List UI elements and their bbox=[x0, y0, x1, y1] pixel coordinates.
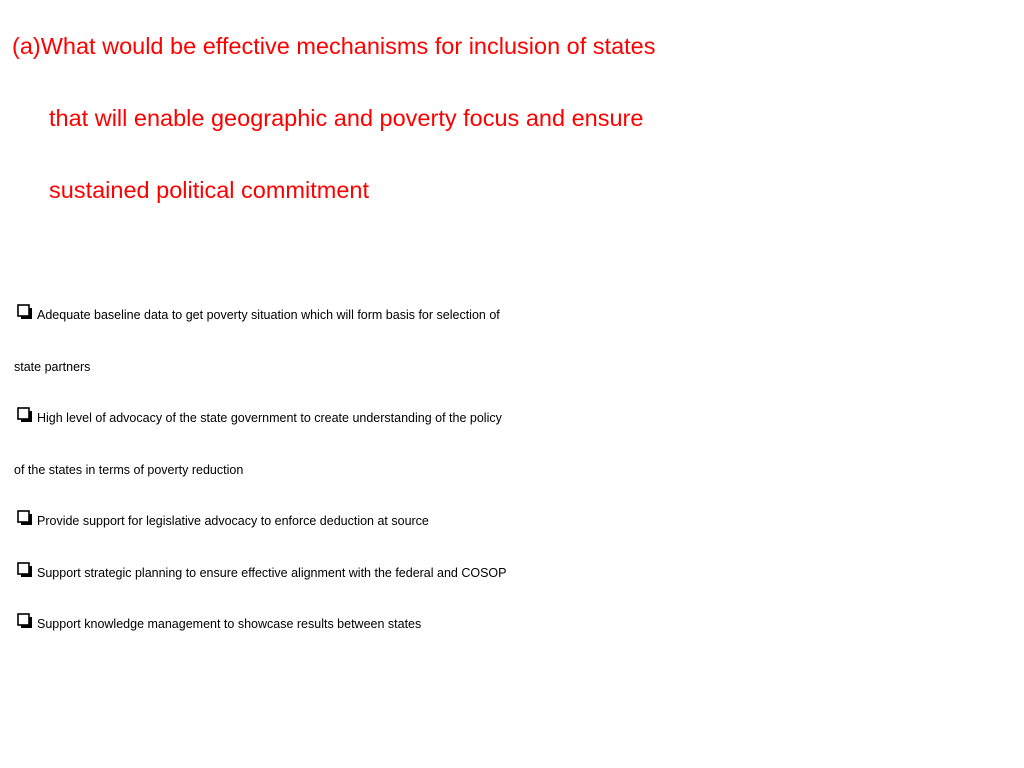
bullet-item-line bbox=[14, 496, 1022, 548]
title-line-2: that will enable geographic and poverty focus and ensure bbox=[49, 105, 644, 131]
bullet-item-line bbox=[14, 393, 1022, 445]
bullet-text: Support knowledge management to showcase results between states bbox=[37, 617, 422, 631]
hollow-square-bullet-icon bbox=[17, 510, 33, 526]
hollow-square-bullet-icon bbox=[17, 613, 33, 629]
bullet-item bbox=[14, 290, 1022, 393]
bullet-item bbox=[14, 599, 1022, 651]
bullet-text: Provide support for legislative advocacy to enforce deduction at source bbox=[37, 514, 429, 528]
bullet-item-line bbox=[14, 599, 1022, 651]
hollow-square-bullet-icon bbox=[17, 304, 33, 320]
bullet-text: High level of advocacy of the state government to create understanding of the policy bbox=[37, 411, 502, 425]
title-line-1: (a)What would be effective mechanisms for inclusion of states bbox=[12, 33, 656, 59]
bullet-item-continuation: of the states in terms of poverty reduction bbox=[14, 462, 244, 477]
slide-title bbox=[12, 10, 1017, 226]
bullet-item-continuation: state partners bbox=[14, 359, 91, 374]
bullet-item bbox=[14, 496, 1022, 548]
bullet-text: Support strategic planning to ensure effective alignment with the federal and COSOP bbox=[37, 565, 507, 580]
title-line-3: sustained political commitment bbox=[49, 177, 369, 203]
bullet-item bbox=[14, 393, 1022, 496]
bullet-item bbox=[14, 548, 1022, 600]
hollow-square-bullet-icon bbox=[17, 407, 33, 423]
bullet-list bbox=[14, 290, 1022, 651]
hollow-square-bullet-icon bbox=[17, 562, 33, 578]
bullet-item-line bbox=[14, 290, 1022, 342]
bullet-item-line bbox=[14, 548, 1022, 600]
bullet-text: Adequate baseline data to get poverty situation which will form basis for selection of bbox=[37, 308, 500, 322]
